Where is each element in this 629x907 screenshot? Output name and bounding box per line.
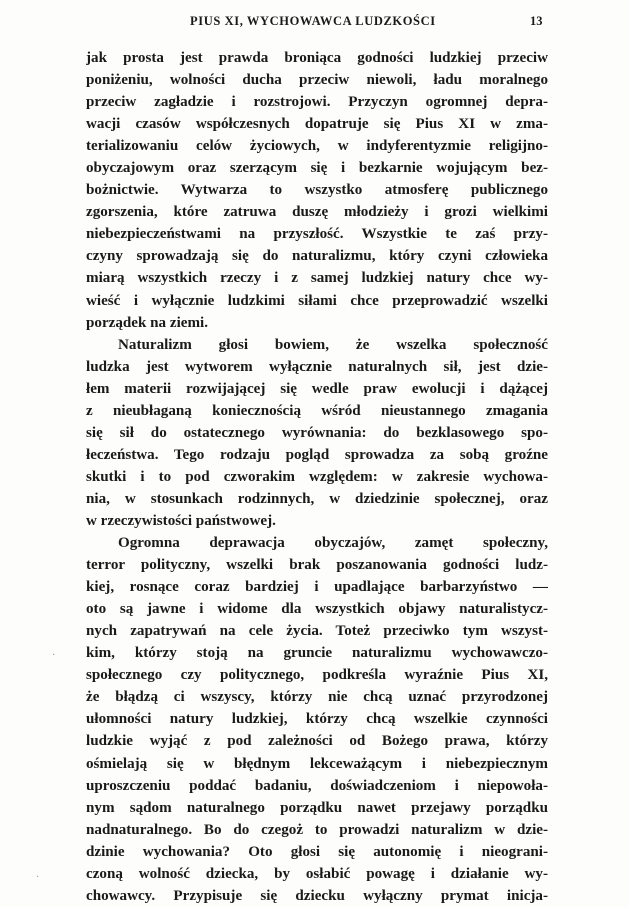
text-line: kiej, rosnące coraz bardziej i upadlające barbarzyństwo — [86,579,548,596]
text-line: zgorszenia, które zatruwa duszę młodzieży i grozi wielkimi [86,204,548,221]
text-line: społecznego czy politycznego, podkreśla wyraźnie Pius XI, [86,667,548,684]
text-line: ludzkie wyjąć z pod zależności od Bożego prawa, którzy [86,733,548,750]
text-line: terializowaniu celów życiowych, w indyferentyzmie religijno- [86,138,548,155]
text-line: nia, w stosunkach rodzinnych, w dziedzinie społecznej, oraz [86,490,548,507]
text-line: się sił do ostatecznego wyrównania: do bezklasowego spo- [86,424,548,441]
text-line: chowawcy. Przypisuje się dziecku wyłączny prymat inicja- [86,887,548,904]
text-line: obyczajowym oraz szerzącym się i bezkarnie wojującym bez- [86,160,548,177]
text-line: z nieubłaganą koniecznością wśród nieustannego zmagania [86,402,548,419]
text-line: terror polityczny, wszelki brak poszanowania godności ludz- [86,557,548,574]
text-line: dzinie wychowania? Oto głosi się autonomię i nieograni- [86,843,548,860]
text-line: wieść i wyłącznie ludzkimi siłami chce przeprowadzić wszelki [86,292,548,309]
page-number: 13 [530,14,543,28]
text-line: niebezpieczeństwami na przyszłość. Wszystkie te zaś przy- [86,226,548,243]
text-line: kim, którzy stoją na gruncie naturalizmu wychowawczo- [86,645,548,662]
text-line: ludzka jest wytworem wyłącznie naturalnych sił, jest dzie- [86,358,548,375]
running-title: PIUS XI, WYCHOWAWCA LUDZKOŚCI [190,14,436,28]
text-line: że błądzą ci wszyscy, którzy nie chcą uznać przyrodzonej [86,689,548,706]
text-line: bożnictwie. Wytwarza to wszystko atmosferę publicznego [86,182,548,199]
text-line: nych zapatrywań na cele życia. Toteż przeciwko tym wszyst- [86,623,548,640]
text-line: skutki i to pod czworakim względem: w zakresie wychowa- [86,468,548,485]
margin-speck: · [52,650,56,661]
text-line: czoną wolność dziecka, by osłabić powagę i działanie wy- [86,865,548,882]
text-line: porządek na ziemi. [86,314,208,331]
running-head [0,14,629,34]
text-line: oto są jawne i widome dla wszystkich objawy naturalistycz- [86,601,548,618]
margin-speck: · [36,872,40,883]
text-line: łem materii rozwijającej się wedle praw ewolucji i dążącej [86,380,548,397]
text-line: czyny sprowadzają się do naturalizmu, który czyni człowieka [86,248,548,265]
text-line: nym sądom naturalnego porządku nawet przejawy porządku [86,799,548,816]
body-text [86,47,548,907]
text-line: miarą wszystkich rzeczy i z samej ludzkiej natury chce wy- [86,270,548,287]
text-line: wacji czasów współczesnych dopatruje się Pius XI w zma- [86,116,548,133]
text-line: przeciw zagładzie i rozstrojowi. Przyczyn ogromnej depra- [86,94,548,111]
text-line: ośmielają się w błędnym lekceważącym i niebezpiecznym [86,755,548,772]
text-line: łeczeństwa. Tego rodzaju pogląd sprowadza za sobą groźne [86,446,548,463]
text-line: w rzeczywistości państwowej. [86,512,276,529]
text-line: uproszczeniu poddać badaniu, doświadczeniom i niepowoła- [86,777,548,794]
text-line: nadnaturalnego. Bo do czegoż to prowadzi naturalizm w dzie- [86,821,548,838]
text-line: ułomności natury ludzkiej, którzy chcą wszelkie czynności [86,711,548,728]
paragraph-start-line: Naturalizm głosi bowiem, że wszelka społeczność [118,336,548,353]
text-line: poniżeniu, wolności ducha przeciw niewoli, ładu moralnego [86,72,548,89]
paragraph-start-line: Ogromna deprawacja obyczajów, zamęt społeczny, [118,535,548,552]
text-line: jak prosta jest prawda broniąca godności ludzkiej przeciw [86,50,548,66]
